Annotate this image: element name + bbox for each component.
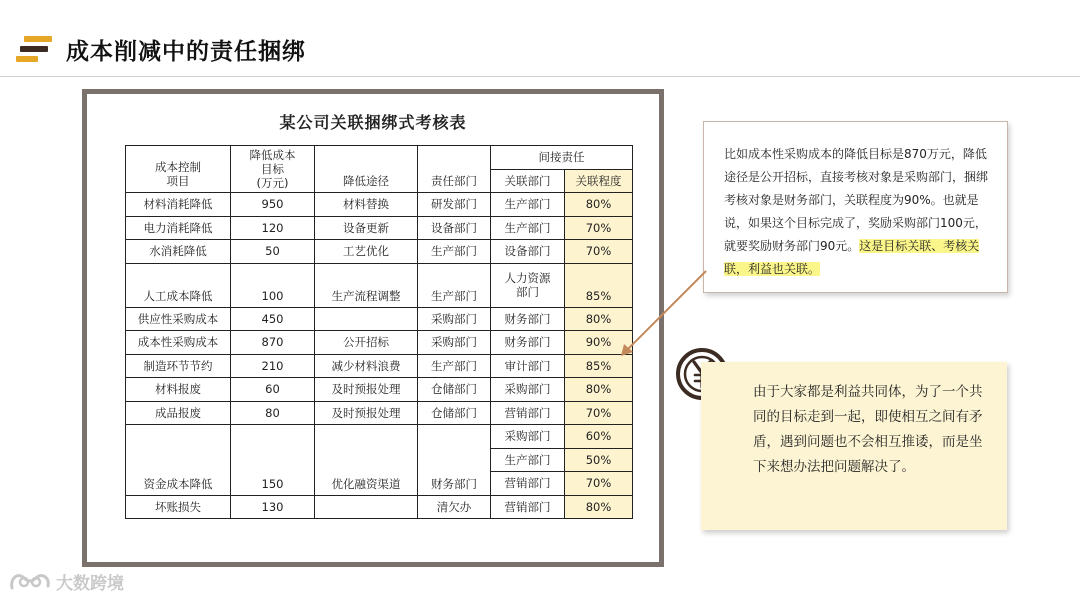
cell-method: 材料替换: [315, 193, 418, 217]
cell-item: 电力消耗降低: [126, 216, 231, 240]
table-row: [126, 425, 633, 449]
cell-target: 60: [231, 378, 315, 402]
header-target: 降低成本 目标 (万元): [231, 146, 315, 193]
cell-target: 450: [231, 307, 315, 331]
cell-method: 减少材料浪费: [315, 354, 418, 378]
cell-dept: 设备部门: [418, 216, 491, 240]
cell-related-dept: 生产部门: [491, 448, 565, 472]
assessment-table: [125, 145, 633, 519]
note-box: [701, 362, 1007, 530]
cell-dept: 财务部门: [418, 425, 491, 496]
cell-target: 210: [231, 354, 315, 378]
cell-dept: 仓储部门: [418, 401, 491, 425]
table-row: [126, 354, 633, 378]
cell-item: 制造环节节约: [126, 354, 231, 378]
header-method: 降低途径: [315, 146, 418, 193]
cell-related-dept: 生产部门: [491, 216, 565, 240]
callout-text: 比如成本性采购成本的降低目标是870万元，降低途径是公开招标，直接考核对象是采购部门，捆绑考核对象是财务部门，关联程度为90%。也就是说，如果这个目标完成了，奖励采购部门100元，就要奖励财务部门90元。: [724, 147, 989, 253]
table-row: [126, 240, 633, 264]
cell-item: 成品报废: [126, 401, 231, 425]
header-item: 成本控制 项目: [126, 146, 231, 193]
cell-related-degree: 60%: [565, 425, 633, 449]
cell-related-degree: 85%: [565, 263, 633, 307]
cell-related-degree: 80%: [565, 193, 633, 217]
header-related-dept: 关联部门: [491, 169, 565, 193]
table-header-row: [126, 146, 633, 170]
cell-dept: 清欠办: [418, 495, 491, 519]
watermark-text: 大数跨境: [56, 573, 124, 594]
table-row: [126, 216, 633, 240]
table-row: [126, 495, 633, 519]
header-indirect: 间接责任: [491, 146, 633, 170]
cell-dept: 生产部门: [418, 240, 491, 264]
cell-target: 150: [231, 425, 315, 496]
cell-target: 50: [231, 240, 315, 264]
cell-dept: 生产部门: [418, 263, 491, 307]
cell-target: 100: [231, 263, 315, 307]
cell-method: 及时预报处理: [315, 401, 418, 425]
cell-related-dept: 财务部门: [491, 307, 565, 331]
cell-dept: 采购部门: [418, 331, 491, 355]
cell-related-dept: 生产部门: [491, 193, 565, 217]
cell-method: 优化融资渠道: [315, 425, 418, 496]
cell-dept: 仓储部门: [418, 378, 491, 402]
cell-related-dept: 营销部门: [491, 472, 565, 496]
cell-related-dept: 采购部门: [491, 425, 565, 449]
table-row: [126, 378, 633, 402]
table-row: [126, 193, 633, 217]
cell-related-dept: 审计部门: [491, 354, 565, 378]
table-row: [126, 307, 633, 331]
cell-related-degree: 85%: [565, 354, 633, 378]
infinity-logo-icon: [8, 568, 52, 594]
logo-stripes-icon: [16, 36, 52, 64]
table-row: [126, 401, 633, 425]
cell-related-degree: 70%: [565, 472, 633, 496]
cell-target: 80: [231, 401, 315, 425]
cell-item: 人工成本降低: [126, 263, 231, 307]
cell-item: 坏账损失: [126, 495, 231, 519]
cell-item: 资金成本降低: [126, 425, 231, 496]
cell-method: [315, 495, 418, 519]
cell-related-degree: 80%: [565, 378, 633, 402]
cell-related-degree: 80%: [565, 307, 633, 331]
cell-related-degree: 50%: [565, 448, 633, 472]
callout-highlight: 这是目标关联、考核关联，利益也关联。: [724, 239, 980, 276]
cell-dept: 采购部门: [418, 307, 491, 331]
cell-related-degree: 70%: [565, 401, 633, 425]
header-divider: [0, 76, 1080, 77]
cell-related-degree: 70%: [565, 240, 633, 264]
cell-method: 及时预报处理: [315, 378, 418, 402]
cell-method: 公开招标: [315, 331, 418, 355]
example-callout: [703, 121, 1008, 293]
header-related-degree: 关联程度: [565, 169, 633, 193]
table-title: 某公司关联捆绑式考核表: [279, 113, 467, 132]
cell-item: 材料消耗降低: [126, 193, 231, 217]
cell-related-degree: 70%: [565, 216, 633, 240]
cell-related-dept: 财务部门: [491, 331, 565, 355]
cell-related-dept: 营销部门: [491, 495, 565, 519]
cell-item: 成本性采购成本: [126, 331, 231, 355]
cell-related-dept: 营销部门: [491, 401, 565, 425]
cell-related-dept: 采购部门: [491, 378, 565, 402]
header-dept: 责任部门: [418, 146, 491, 193]
table-row: [126, 331, 633, 355]
cell-item: 水消耗降低: [126, 240, 231, 264]
cell-item: 供应性采购成本: [126, 307, 231, 331]
cell-item: 材料报废: [126, 378, 231, 402]
cell-method: 生产流程调整: [315, 263, 418, 307]
cell-dept: 研发部门: [418, 193, 491, 217]
page-title: 成本削减中的责任捆绑: [66, 39, 306, 65]
assessment-table-panel: [82, 89, 664, 567]
table-row: [126, 263, 633, 307]
cell-method: 工艺优化: [315, 240, 418, 264]
note-text: 由于大家都是利益共同体，为了一个共同的目标走到一起，即使相互之间有矛盾，遇到问题也不会相互推诿，而是坐下来想办法把问题解决了。: [753, 384, 983, 475]
cell-target: 130: [231, 495, 315, 519]
cell-dept: 生产部门: [418, 354, 491, 378]
cell-related-degree: 80%: [565, 495, 633, 519]
cell-method: [315, 307, 418, 331]
cell-method: 设备更新: [315, 216, 418, 240]
cell-target: 870: [231, 331, 315, 355]
cell-target: 950: [231, 193, 315, 217]
cell-related-dept: 人力资源 部门: [491, 263, 565, 307]
cell-related-dept: 设备部门: [491, 240, 565, 264]
cell-related-degree: 90%: [565, 331, 633, 355]
watermark: [8, 568, 124, 594]
cell-target: 120: [231, 216, 315, 240]
